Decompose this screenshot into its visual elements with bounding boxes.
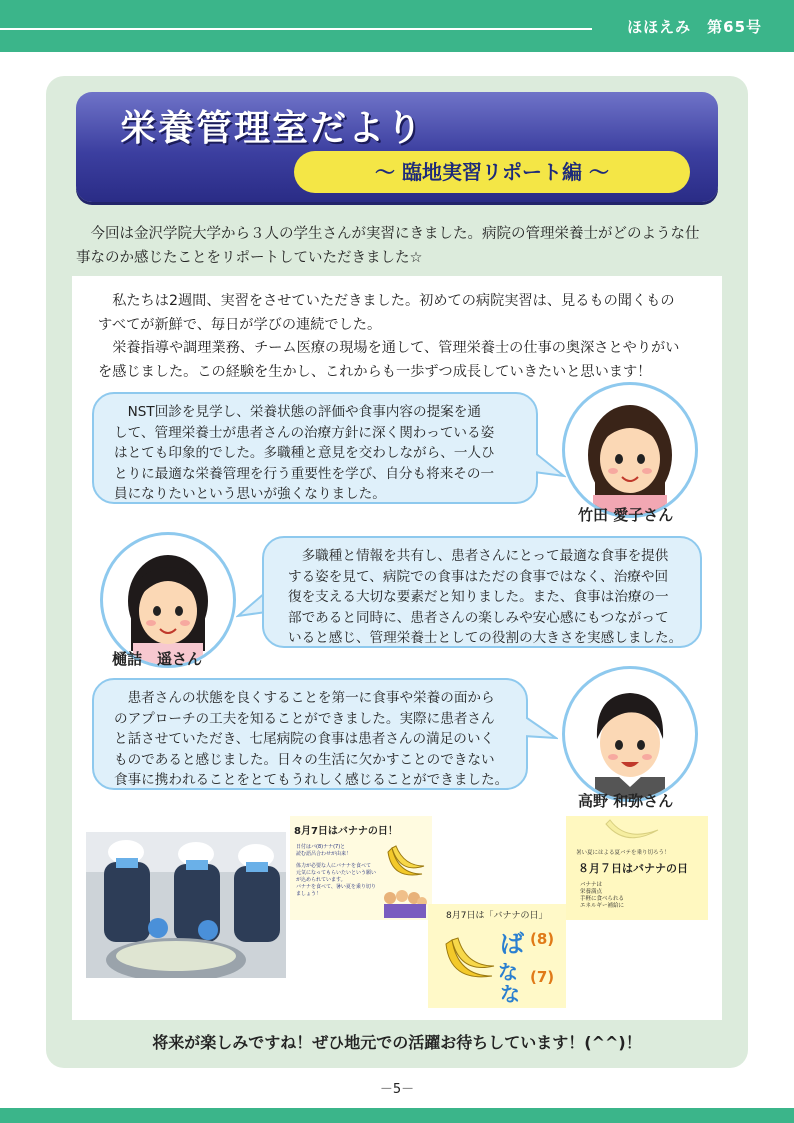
name-hizume: 樋詰 遥さん [112,650,203,668]
report-line: 栄養指導や調理業務、チーム医療の現場を通して、管理栄養士の仕事の奥深さとやりがい [98,340,680,356]
bubble-tail-icon [532,450,566,478]
kitchen-photo-image [86,832,286,978]
poster-line: 元気になってもらいたいという願い [296,870,377,876]
bubble-line: ものであると感じました。日々の生活に欠かすことのできない [114,751,495,768]
bubble-line: 多職種と情報を共有し、患者さんにとって最適な食事を提供 [288,548,669,564]
intro-line: 今回は金沢学院大学から３人の学生さんが実習にきました。病院の管理栄養士がどのような仕 [76,226,700,242]
bubble-line: 部であると同時に、患者さんの楽しみや安心感にもつながって [288,609,669,626]
footer-bar [0,1108,794,1123]
girl-face-icon [565,385,695,515]
bubble-line: 患者さんの状態を良くすることを第一に食事や栄養の面から [114,690,495,706]
bubble-line: と話させていただき、七尾病院の食事は患者さんの満足のいく [114,731,495,747]
group-report [98,290,712,384]
poster-text [296,844,380,898]
bubble-line: とりに最適な栄養管理を行う重要性を学び、自分も将来その一 [114,465,495,482]
bubble-line: して、管理栄養士が患者さんの治療方針に深く関わっている姿 [114,424,495,441]
intro-line: 事なのか感じたことをリポートしていただきました☆ [76,250,423,266]
bubble-line: 食事に携われることをとてもうれしく感じることができました。 [114,772,509,788]
poster-number: (7) [530,968,555,986]
poster-line: 読む語呂合わせが由来！ [296,851,352,857]
name-takeda: 竹田 愛子さん [578,506,674,524]
issue-label: ほほえみ 第65号 [627,18,762,36]
poster-line: 栄養満点 [580,889,603,895]
bubble-line: 員になりたいという思いが強くなりました。 [114,486,386,502]
speech-bubble-takeda [92,392,538,504]
bubble-line: 復を支える大切な要素だと知りました。また、食事は治療の一 [288,589,669,605]
header-rule [0,28,592,30]
page-title: 栄養管理室だより [120,108,425,149]
intro-text [76,222,724,270]
poster-text [580,882,624,910]
poster-top-line: 暑い夏にはよる夏バテを乗り切ろう！ [576,850,670,856]
poster-title: 8月7日はバナナの日！ [294,826,398,837]
poster-big-char: な [498,960,518,984]
speech-bubble-takano [92,678,528,790]
poster-number: (8) [530,930,555,948]
bubble-line: する姿を見て、病院での食事はただの食事ではなく、治療や回 [288,568,669,585]
poster-big-char: な [500,982,520,1006]
banana-icon [602,818,662,846]
title-banner [76,92,718,202]
banana-icon [440,936,498,990]
poster-line: バナナは [580,882,603,888]
poster-title: ８月７日はバナナの日 [578,862,688,875]
subtitle-pill: ～ 臨地実習リポート編 ～ [294,151,690,193]
poster-line: 手軽に食べられる [580,896,625,902]
banana-icon [382,840,428,886]
page-number: －5－ [379,1082,415,1097]
poster-line: 体力が必要な人にバナナを食べて [296,863,372,869]
poster-big-char: ば [500,930,524,958]
kitchen-photo [86,832,286,978]
poster-title: 8月7日は「バナナの日」 [446,911,548,921]
avatar-takano [562,666,698,802]
people-illustration-icon [382,888,428,918]
girl-face-icon [103,535,233,665]
bubble-line: NST回診を見学し、栄養状態の評価や食事内容の提案を通 [114,404,481,420]
banana-poster-1 [290,816,432,920]
report-line: 私たちは2週間、実習をさせていただきました。初めての病院実習は、見るもの聞くもの [98,293,675,309]
banana-poster-3 [566,816,708,920]
report-line: を感じました。この経験を生かし、これからも一歩ずつ成長していきたいと思います！ [98,363,652,380]
name-takano: 高野 和弥さん [578,792,674,810]
banana-poster-2 [428,904,566,1008]
poster-line: ましょう！ [296,891,322,897]
boy-face-icon [565,669,695,799]
bubble-line: はとても印象的でした。多職種と意見を交わしながら、一人ひ [114,445,495,461]
header-bar [0,0,794,52]
avatar-takeda [562,382,698,518]
bubble-line: いると感じ、管理栄養士としての役割の大きさを実感しました。 [288,630,683,646]
closing-message: 将来が楽しみですね！ぜひ地元での活躍お待ちしています！(^^)！ [152,1033,642,1052]
bubble-line: のアプローチの工夫を知ることができました。実際に患者さん [114,710,495,727]
poster-line: エネルギー補給に [580,903,625,909]
poster-line: 日付はバ(8)ナナ(7)と [296,844,346,850]
poster-line: が込められています。 [296,877,346,883]
report-line: すべてが新鮮で、毎日が学びの連続でした。 [98,316,382,333]
poster-line: バナナを食べて、暑い夏を乗り切り [296,884,376,890]
speech-bubble-hizume [262,536,702,648]
bubble-tail-icon [522,714,558,742]
